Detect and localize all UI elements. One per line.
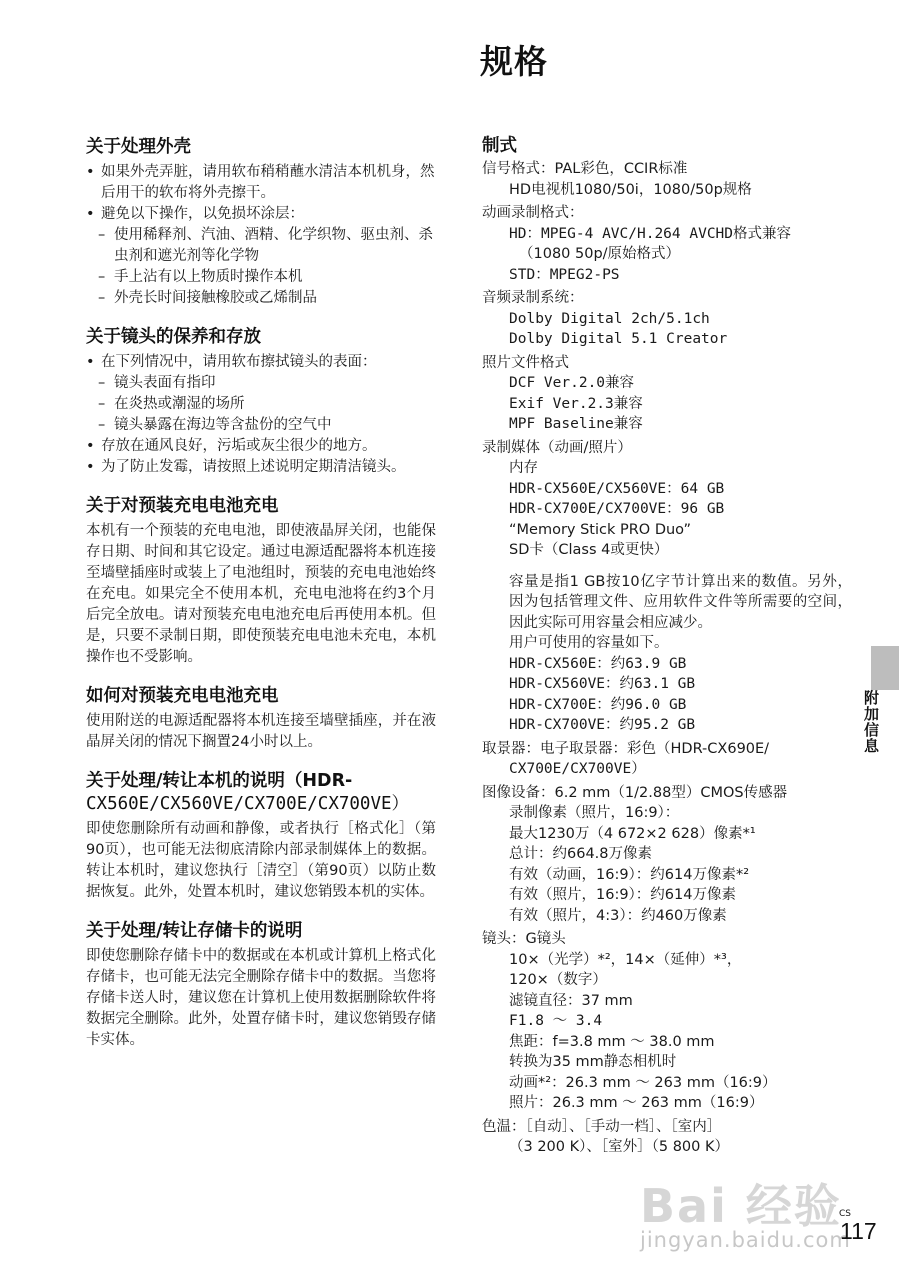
spec-value: MPF Baseline兼容 [509,416,643,432]
bullet-item: • 在下列情况中，请用软布擦拭镜头的表面： [86,352,436,373]
spec-value: 内存 [509,460,538,476]
side-tab-label: 附加信息 [862,690,880,754]
spec-value: 用户可使用的容量如下。 [509,635,669,651]
spec-value: DCF Ver.2.0兼容 [509,375,635,391]
spec-label: 动画录制格式： [482,205,584,221]
spec-label: 色温：［自动］、［手动一档］、［室内］ [482,1118,722,1135]
spec-value: F1.8 ～ 3.4 [509,1013,603,1029]
spec-value: Dolby Digital 2ch/5.1ch [509,310,710,327]
page-number-prefix: CS [839,1209,851,1219]
spec-value: 120×（数字） [509,972,607,988]
page-title: 规格 [480,42,548,81]
spec-value: HDR-CX560E：约63.9 GB [509,655,687,672]
bullet-item: • 避免以下操作，以免损坏涂层： [86,204,436,225]
section-lens-care [86,326,436,478]
left-column [86,136,436,1068]
section-transfer-card [86,920,436,1051]
spec-label: 音频录制系统： [482,290,584,306]
section-heading: 关于处理外壳 [86,137,191,157]
spec-value: 滤镜直径：37 mm [509,992,633,1009]
heading-line: CX560E/CX560VE/CX700E/CX700VE） [86,794,410,814]
spec-value: HDR-CX700VE：约95.2 GB [509,717,696,733]
spec-color-temp [482,1117,852,1158]
spec-value: Exif Ver.2.3兼容 [509,395,643,412]
spec-value: 动画*²：26.3 mm ～ 263 mm（16:9） [509,1074,777,1091]
spec-label: 照片文件格式 [482,354,569,371]
spec-value: HD电视机1080/50i，1080/50p规格 [509,181,752,198]
side-tab-marker [871,646,899,690]
spec-value: 录制像素（照片，16:9）： [509,805,680,821]
dash-item: – 外壳长时间接触橡胶或乙烯制品 [86,288,436,309]
watermark-url: jingyan.baidu.com [640,1228,851,1252]
spec-audio [482,288,852,350]
section-heading: 关于镜头的保养和存放 [86,327,261,347]
spec-media [482,438,852,736]
spec-value: 有效（动画，16:9）：约614万像素*² [509,866,750,883]
section-heading: 如何对预装充电电池充电 [86,686,279,706]
dash-item: – 使用稀释剂、汽油、酒精、化学织物、驱虫剂、杀虫剂和遮光剂等化学物 [86,225,436,267]
spec-value: 转换为35 mm静态相机时 [509,1054,677,1070]
spec-note: 容量是指1 GB按10亿字节计算出来的数值。另外，因为包括管理文件、应用软件文件等所需要的空间，因此实际可用容量会相应减少。 [509,573,852,631]
spec-photo-format [482,353,852,435]
section-text: 即使您删除所有动画和静像，或者执行［格式化］（第90页），也可能无法彻底清除内部录制媒体上的数据。转让本机时，建议您执行［清空］（第90页）以防止数据恢复。此外，处置本机时，建议您销毁本机的实体。 [86,821,436,900]
spec-value: 有效（照片，4:3）：约460万像素 [509,907,727,924]
watermark-logo: Bai 经验 [640,1179,842,1233]
spec-label: 取景器：电子取景器：彩色（HDR-CX690E/ [482,740,770,757]
spec-heading: 制式 [482,136,517,156]
spec-value: 照片：26.3 mm ～ 263 mm（16:9） [509,1095,764,1111]
spec-signal [482,159,852,200]
bullet-item: • 为了防止发霉，请按照上述说明定期清洁镜头。 [86,457,436,478]
section-transfer-unit [86,770,436,903]
spec-value: 焦距：f=3.8 mm ～ 38.0 mm [509,1033,715,1050]
spec-image-device [482,783,852,927]
spec-label: 镜头：G镜头 [482,931,566,947]
spec-value: SD卡（Class 4或更快） [509,542,669,558]
section-heading: 关于处理/转让存储卡的说明 [86,921,303,941]
section-text: 本机有一个预装的充电电池，即使液晶屏关闭，也能保存日期、时间和其它设定。通过电源适配器将本机连接至墙壁插座时或装上了电池组时，预装的充电电池始终在充电。如果完全不使用本机，充电电池将在约3个月后完全放电。请对预装充电电池充电后再使用本机。但是，只要不录制日期，即使预装充电电池未充电，本机操作也不受影响。 [86,523,436,665]
spec-label: 录制媒体（动画/照片） [482,439,632,456]
bullet-item: • 如果外壳弄脏，请用软布稍稍蘸水清洁本机机身，然后用干的软布将外壳擦干。 [86,162,436,204]
spec-value: STD：MPEG2-PS [509,266,620,283]
spec-value: 有效（照片，16:9）：约614万像素 [509,887,736,903]
spec-value: HDR-CX700E：约96.0 GB [509,696,687,713]
spec-value: （3 200 K）、［室外］（5 800 K） [509,1139,730,1155]
dash-item: – 镜头暴露在海边等含盐份的空气中 [86,415,436,436]
spec-label: 信号格式：PAL彩色，CCIR标准 [482,161,688,177]
section-text: 即使您删除存储卡中的数据或在本机或计算机上格式化存储卡，也可能无法完全删除存储卡中的数据。当您将存储卡送人时，建议您在计算机上使用数据删除软件将数据完全删除。此外，处置存储卡时，建议您销毁存储卡实体。 [86,948,436,1048]
spec-value: 10×（光学）*²，14×（延伸）*³， [509,951,742,968]
section-battery-charge [86,685,436,753]
spec-value: HDR-CX560E/CX560VE：64 GB [509,480,725,497]
spec-value: （1080 50p/原始格式） [519,246,681,262]
spec-value: CX700E/CX700VE） [509,761,646,777]
spec-value: HDR-CX560VE：约63.1 GB [509,676,696,692]
section-casing [86,136,436,309]
section-heading: 关于对预装充电电池充电 [86,496,279,516]
heading-line: 关于处理/转让本机的说明（HDR- [86,771,353,791]
dash-item: – 在炎热或潮湿的场所 [86,394,436,415]
spec-value: “Memory Stick PRO Duo” [509,521,692,538]
spec-label: 图像设备：6.2 mm（1/2.88型）CMOS传感器 [482,784,788,801]
page-number: 117 [840,1218,877,1244]
spec-lens [482,929,852,1114]
spec-viewfinder [482,739,852,780]
section-heading [86,770,436,816]
dash-item: – 手上沾有以上物质时操作本机 [86,267,436,288]
spec-value: 总计：约664.8万像素 [509,846,653,862]
spec-movie-format [482,203,852,285]
spec-value: 最大1230万（4 672×2 628）像素*¹ [509,825,756,842]
right-column [482,134,852,1161]
bullet-item: • 存放在通风良好，污垢或灰尘很少的地方。 [86,436,436,457]
section-text: 使用附送的电源适配器将本机连接至墙壁插座，并在液晶屏关闭的情况下搁置24小时以上。 [86,713,436,750]
dash-item: – 镜头表面有指印 [86,373,436,394]
spec-value: HDR-CX700E/CX700VE：96 GB [509,501,725,517]
spec-value: HD：MPEG-4 AVC/H.264 AVCHD格式兼容 [509,225,792,242]
section-battery [86,495,436,668]
spec-value: Dolby Digital 5.1 Creator [509,331,728,347]
